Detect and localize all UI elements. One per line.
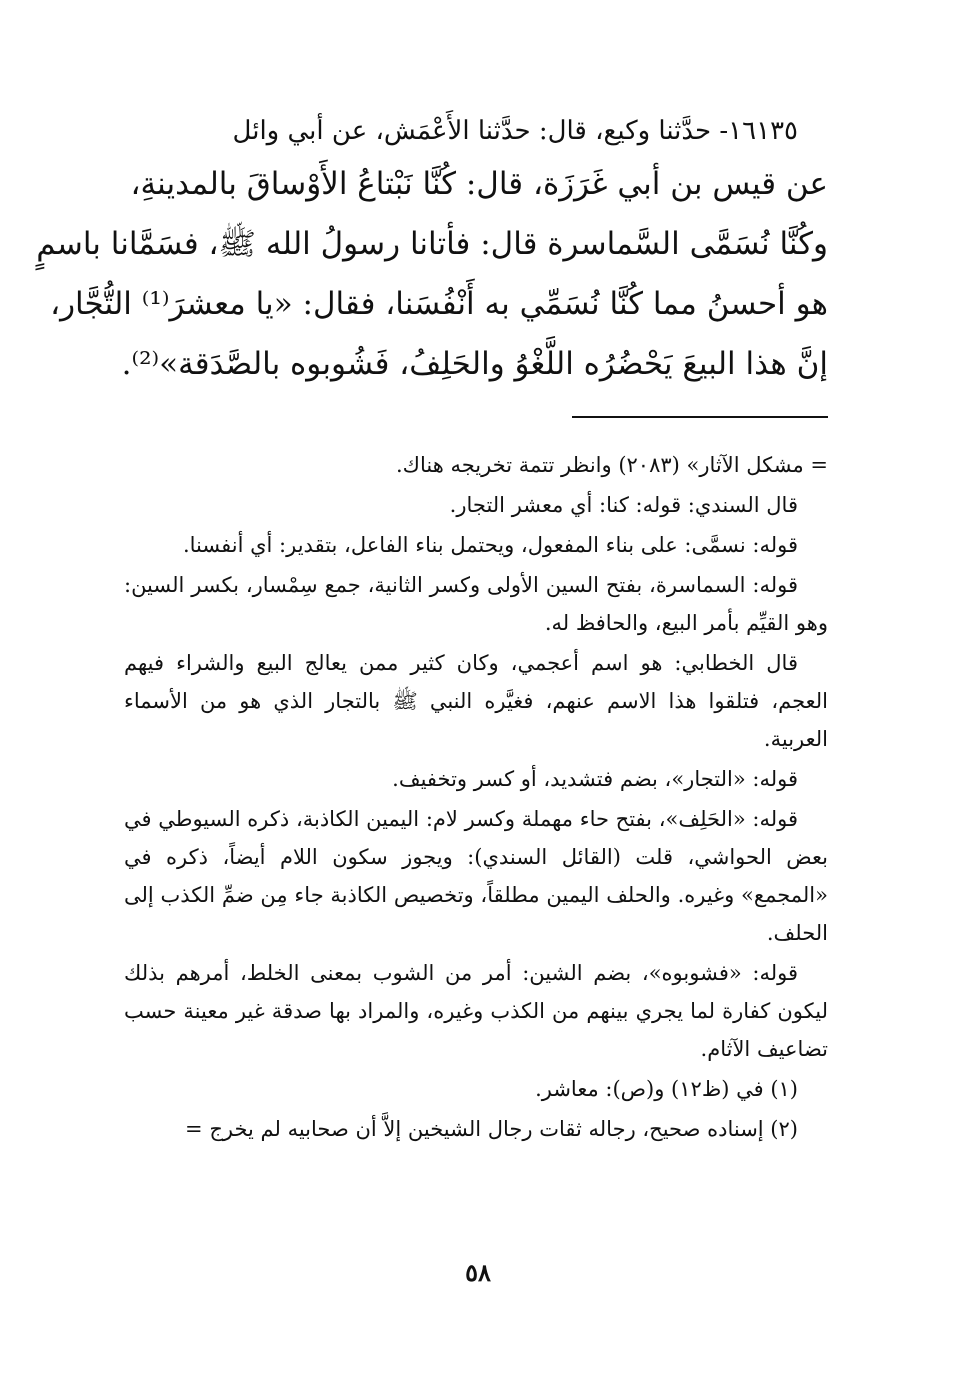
page-number: ٥٨	[465, 1258, 491, 1287]
footnote-divider	[572, 416, 828, 418]
footnote-2: (٢) إسناده صحيح، رجاله ثقات رجال الشيخين إلاَّ أن صحابيه لم يخرج =	[185, 1117, 798, 1141]
footnote-paragraph: قال السندي: قوله: كنا: أي معشر التجار.	[449, 493, 798, 517]
hadith-line: عن قيس بن أبي غَرَزَة، قال: كُنَّا نَبْتاعُ الأَوْساقَ بالمدينةِ،	[130, 166, 828, 202]
footnote-paragraph: قوله: «التجار»، بضم فتشديد، أو كسر وتخفيف.	[392, 767, 798, 791]
hadith-line: وكُنَّا نُسَمَّى السَّماسرة قال: فأتانا رسولُ الله ﷺ، فسَمَّانا باسمٍ	[36, 226, 828, 262]
hadith-isnad-line: ١٦١٣٥- حدَّثنا وكيع، قال: حدَّثنا الأَعْمَش، عن أبي وائل	[232, 116, 798, 146]
footnotes	[124, 446, 828, 1150]
footnote-1: (١) في (ظ١٢) و(ص): معاشر.	[535, 1077, 798, 1101]
footnote-paragraph: قوله: السماسرة، بفتح السين الأولى وكسر الثانية، جمع سِمْسار، بكسر السين: وهو القيِّم بأمر البيع، والحافظ له.	[124, 573, 828, 635]
hadith-text	[36, 108, 828, 394]
footnote-paragraph: قوله: «فشوبوه»، بضم الشين: أمر من الشوب بمعنى الخلط، أمرهم بذلك ليكون كفارة لما يجري بينهم من الكذب وغيره، والمراد بها صدقة غير معينة حسب تضاعيف الآثام.	[124, 961, 828, 1061]
footnote-continuation: = مشكل الآثار» (٢٠٨٣) وانظر تتمة تخريجه هناك.	[395, 453, 828, 477]
footnote-paragraph: قوله: نسمَّى: على بناء المفعول، ويحتمل بناء الفاعل، بتقدير: أي أنفسنا.	[182, 533, 798, 557]
footnote-paragraph: قوله: «الحَلِف»، بفتح حاء مهملة وكسر لام: اليمين الكاذبة، ذكره السيوطي في بعض الحواشي، قلت (القائل السندي): ويجوز سكون اللام أيضاً، ذكره في «المجمع» وغيره. والحلف اليمين مطلقاً، وتخصيص الكاذبة جاء مِن ضمِّ الكذب إلى الحلف.	[124, 807, 828, 945]
hadith-line: هو أحسنُ مما كُنَّا نُسَمِّي به أَنْفُسَنا، فقال: «يا معشرَ⁽¹⁾ التُّجَّار،	[50, 286, 828, 322]
footnote-paragraph: قال الخطابي: هو اسم أعجمي، وكان كثير ممن يعالج البيع والشراء فيهم العجم، فتلقوا هذا الاسم عنهم، فغيَّره النبي ﷺ بالتجار الذي هو من الأسماء العربية.	[124, 651, 828, 751]
hadith-line: إنَّ هذا البيعَ يَحْضُرُه اللَّغْوُ والحَلِفُ، فَشُوبوه بالصَّدَقة»⁽²⁾.	[121, 346, 828, 382]
